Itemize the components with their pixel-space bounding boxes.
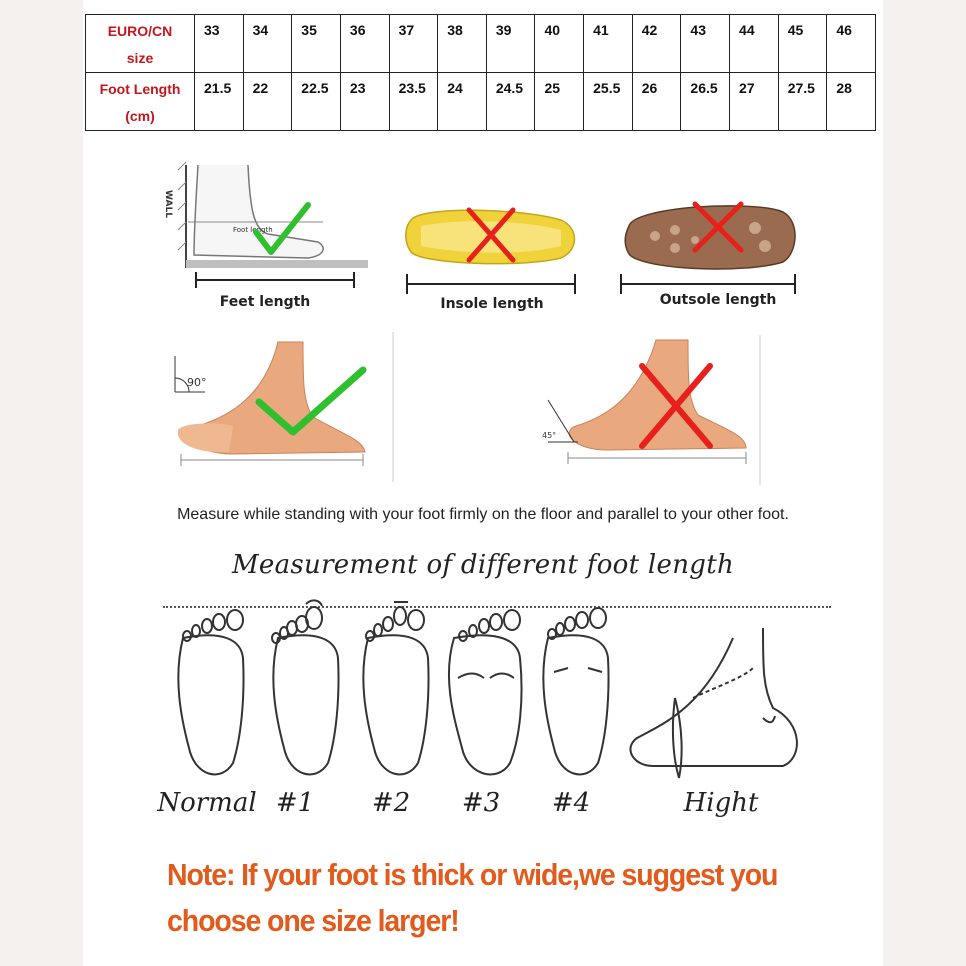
length-cell: 28 <box>827 73 876 131</box>
foot-type-2 <box>363 602 428 774</box>
feet-length-illustration <box>158 160 368 295</box>
foot-types-title: Measurement of different foot length <box>231 550 735 580</box>
size-cell: 36 <box>340 15 389 73</box>
foot-type-3 <box>449 610 522 774</box>
size-cell: 45 <box>778 15 827 73</box>
label-hight: Hight <box>683 788 759 818</box>
label-type-2: #2 <box>371 788 411 818</box>
size-cell: 33 <box>195 15 244 73</box>
size-chart-sheet <box>83 0 883 966</box>
correct-angle-foot-illustration <box>153 322 398 487</box>
angle-90-label: 90° <box>187 376 207 389</box>
length-cell: 24.5 <box>486 73 535 131</box>
foot-length-small-label: Foot length <box>233 226 273 234</box>
measure-instruction: Measure while standing with your foot firmly on the floor and parallel to your other foot. <box>177 506 789 523</box>
angle-45-label: 45° <box>542 431 557 440</box>
length-cell: 27.5 <box>778 73 827 131</box>
foot-normal <box>178 610 243 774</box>
size-cell: 43 <box>681 15 730 73</box>
length-cell: 24 <box>438 73 487 131</box>
feet-length-caption: Feet length <box>219 294 311 310</box>
size-cell: 46 <box>827 15 876 73</box>
label-type-3: #3 <box>461 788 501 818</box>
length-cell: 23.5 <box>389 73 438 131</box>
length-cell: 26 <box>632 73 681 131</box>
note-line-1: Note: If your foot is thick or wide,we suggest you <box>167 857 778 892</box>
size-row-header: EURO/CN size <box>86 15 195 73</box>
size-cell: 38 <box>438 15 487 73</box>
outsole-illustration <box>615 196 805 296</box>
insole-length-caption: Insole length <box>440 296 544 312</box>
size-cell: 37 <box>389 15 438 73</box>
length-cell: 25 <box>535 73 584 131</box>
insole-illustration <box>401 198 581 298</box>
outsole-length-caption: Outsole length <box>659 292 777 308</box>
size-cell: 40 <box>535 15 584 73</box>
size-cell: 35 <box>292 15 341 73</box>
foot-type-4 <box>543 608 608 774</box>
label-type-1: #1 <box>275 788 315 818</box>
size-cell: 41 <box>584 15 633 73</box>
length-cell: 27 <box>730 73 779 131</box>
wall-label: WALL <box>163 190 173 218</box>
length-cell: 22 <box>243 73 292 131</box>
length-row-header: Foot Length (cm) <box>86 73 195 131</box>
label-normal: Normal <box>157 788 257 818</box>
size-cell: 42 <box>632 15 681 73</box>
size-cell: 34 <box>243 15 292 73</box>
size-cell: 44 <box>730 15 779 73</box>
note-line-2: choose one size larger! <box>167 903 459 938</box>
length-cell: 22.5 <box>292 73 341 131</box>
foot-type-1 <box>272 600 339 774</box>
table-row <box>86 15 876 73</box>
length-cell: 25.5 <box>584 73 633 131</box>
size-table <box>85 14 876 131</box>
label-type-4: #4 <box>551 788 591 818</box>
size-note <box>167 852 811 944</box>
length-cell: 26.5 <box>681 73 730 131</box>
length-cell: 21.5 <box>195 73 244 131</box>
wrong-angle-foot-illustration <box>538 330 768 490</box>
foot-height-side <box>630 628 796 778</box>
foot-types-illustration <box>153 598 813 788</box>
size-cell: 39 <box>486 15 535 73</box>
table-row <box>86 73 876 131</box>
length-cell: 23 <box>340 73 389 131</box>
